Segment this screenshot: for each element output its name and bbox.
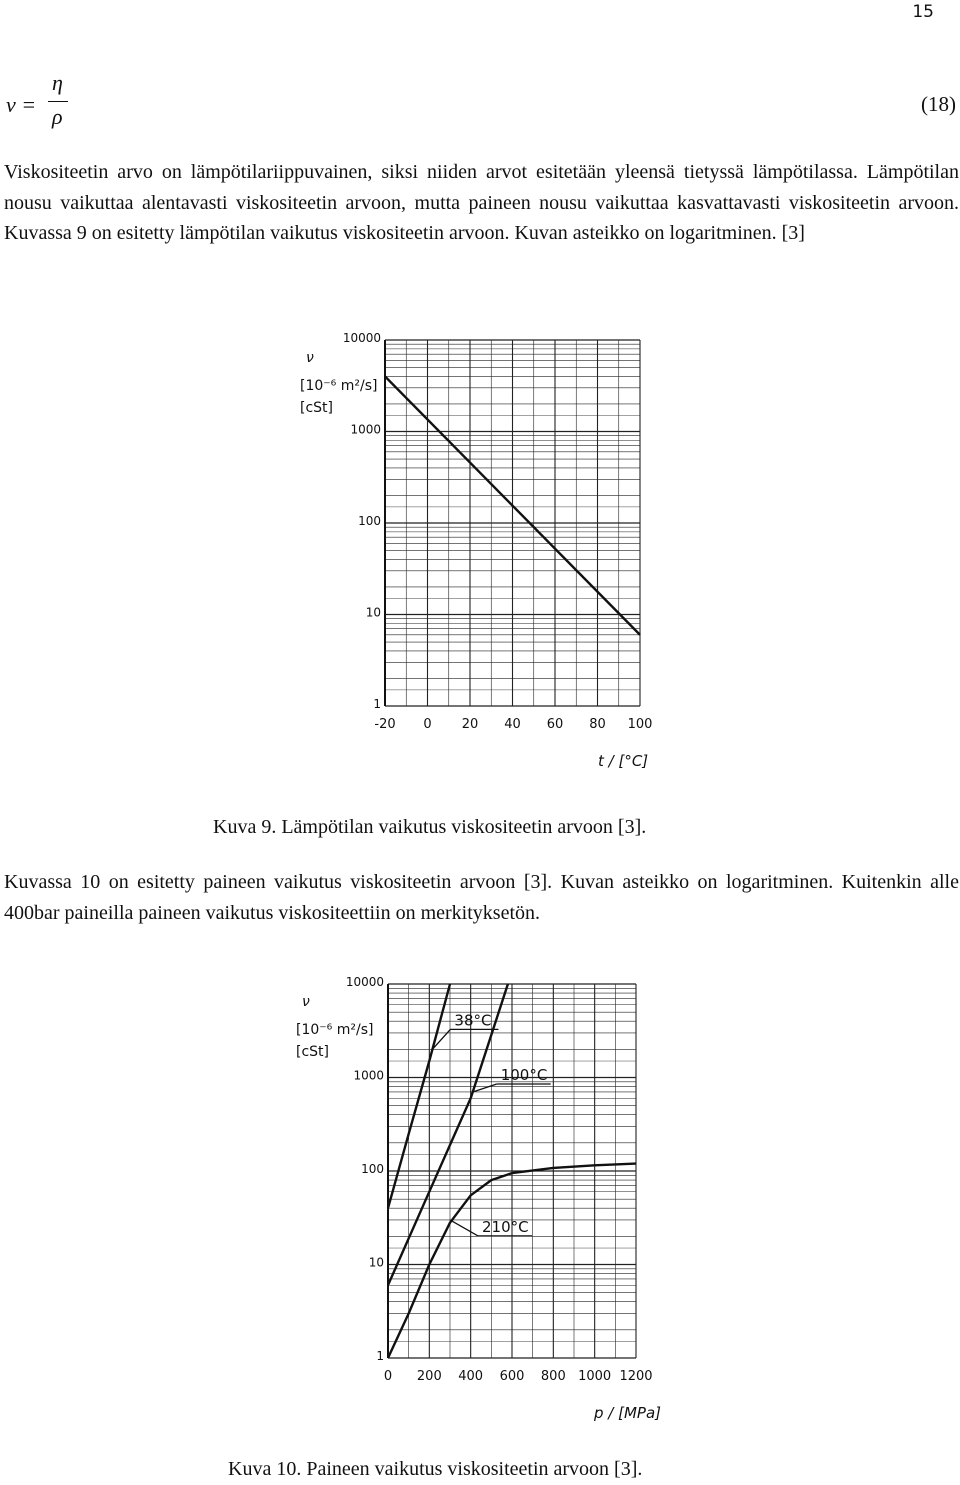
y-tick-label: 10 xyxy=(368,1255,384,1270)
series-leader-line xyxy=(473,1084,497,1092)
x-tick-label: 800 xyxy=(540,1369,566,1384)
y-axis-unit-alt: [cSt] xyxy=(296,1044,329,1060)
y-axis-unit: [10⁻⁶ m²/s] xyxy=(300,378,378,394)
x-axis-label: p / [MPa] xyxy=(594,1404,661,1422)
y-tick-label: 1000 xyxy=(350,422,381,437)
y-tick-label: 10 xyxy=(365,605,381,620)
y-axis-unit: [10⁻⁶ m²/s] xyxy=(296,1022,374,1038)
x-tick-label: 80 xyxy=(589,717,606,732)
series-line xyxy=(388,984,450,1208)
x-tick-label: 200 xyxy=(416,1369,442,1384)
y-tick-label: 1000 xyxy=(353,1068,384,1083)
paragraph-2: Kuvassa 10 on esitetty paineen vaikutus viskositeetin arvoon [3]. Kuvan asteikko on logaritminen. Kuitenkin alle 400bar paineilla paineen vaikutus viskositeettiin on merkityksetön. xyxy=(4,871,959,924)
y-tick-label: 10000 xyxy=(342,331,381,345)
page-number: 15 xyxy=(912,2,934,22)
paragraph-1: Viskositeetin arvo on lämpötilariippuvainen, siksi niiden arvot esitetään yleensä tietyssä lämpötilassa. Lämpötilan nousu vaikuttaa alentavasti viskositeetin arvoon, mutta paineen nousu vaikuttaa kasvattavasti viskositeetin arvoon. Kuvassa 9 on esitetty lämpötilan vaikutus viskositeetin arvoon. Kuvan asteikko on logaritminen. [3] xyxy=(4,161,959,244)
temperature-viscosity-chart xyxy=(290,320,670,780)
x-tick-label: 400 xyxy=(458,1369,484,1384)
figure-10-caption: Kuva 10. Paineen vaikutus viskositeetin arvoon [3]. xyxy=(228,1458,643,1480)
x-tick-label: -20 xyxy=(374,717,396,732)
x-tick-label: 0 xyxy=(423,717,432,732)
series-label: 100°C xyxy=(500,1065,548,1084)
y-axis-symbol: ν xyxy=(302,994,310,1010)
y-tick-label: 100 xyxy=(361,1162,384,1176)
y-tick-label: 1 xyxy=(373,697,381,711)
x-tick-label: 20 xyxy=(461,717,479,732)
pressure-viscosity-chart xyxy=(288,962,678,1432)
x-tick-label: 1000 xyxy=(578,1369,612,1384)
series-leader-line xyxy=(450,1220,478,1236)
series-label: 38°C xyxy=(454,1011,492,1030)
equation xyxy=(6,72,956,136)
equation-numerator: η xyxy=(52,70,63,95)
x-tick-label: 0 xyxy=(383,1369,393,1384)
fraction-bar xyxy=(48,101,68,102)
x-tick-label: 1200 xyxy=(619,1369,653,1384)
series-label: 210°C xyxy=(482,1217,529,1236)
y-axis-symbol: ν xyxy=(306,350,314,366)
x-tick-label: 60 xyxy=(546,717,564,732)
y-tick-label: 10000 xyxy=(345,975,384,989)
equation-lhs: ν = xyxy=(6,92,37,117)
x-tick-label: 40 xyxy=(504,717,521,732)
figure-9-caption: Kuva 9. Lämpötilan vaikutus viskositeetin arvoon [3]. xyxy=(213,816,647,838)
x-axis-label: t / [°C] xyxy=(598,752,649,770)
x-tick-label: 100 xyxy=(627,717,653,732)
equation-number: (18) xyxy=(921,92,956,116)
y-axis-unit-alt: [cSt] xyxy=(300,400,333,416)
x-tick-label: 600 xyxy=(499,1369,525,1384)
y-tick-label: 1 xyxy=(376,1349,384,1363)
equation-denominator: ρ xyxy=(52,104,63,129)
y-tick-label: 100 xyxy=(358,514,381,528)
